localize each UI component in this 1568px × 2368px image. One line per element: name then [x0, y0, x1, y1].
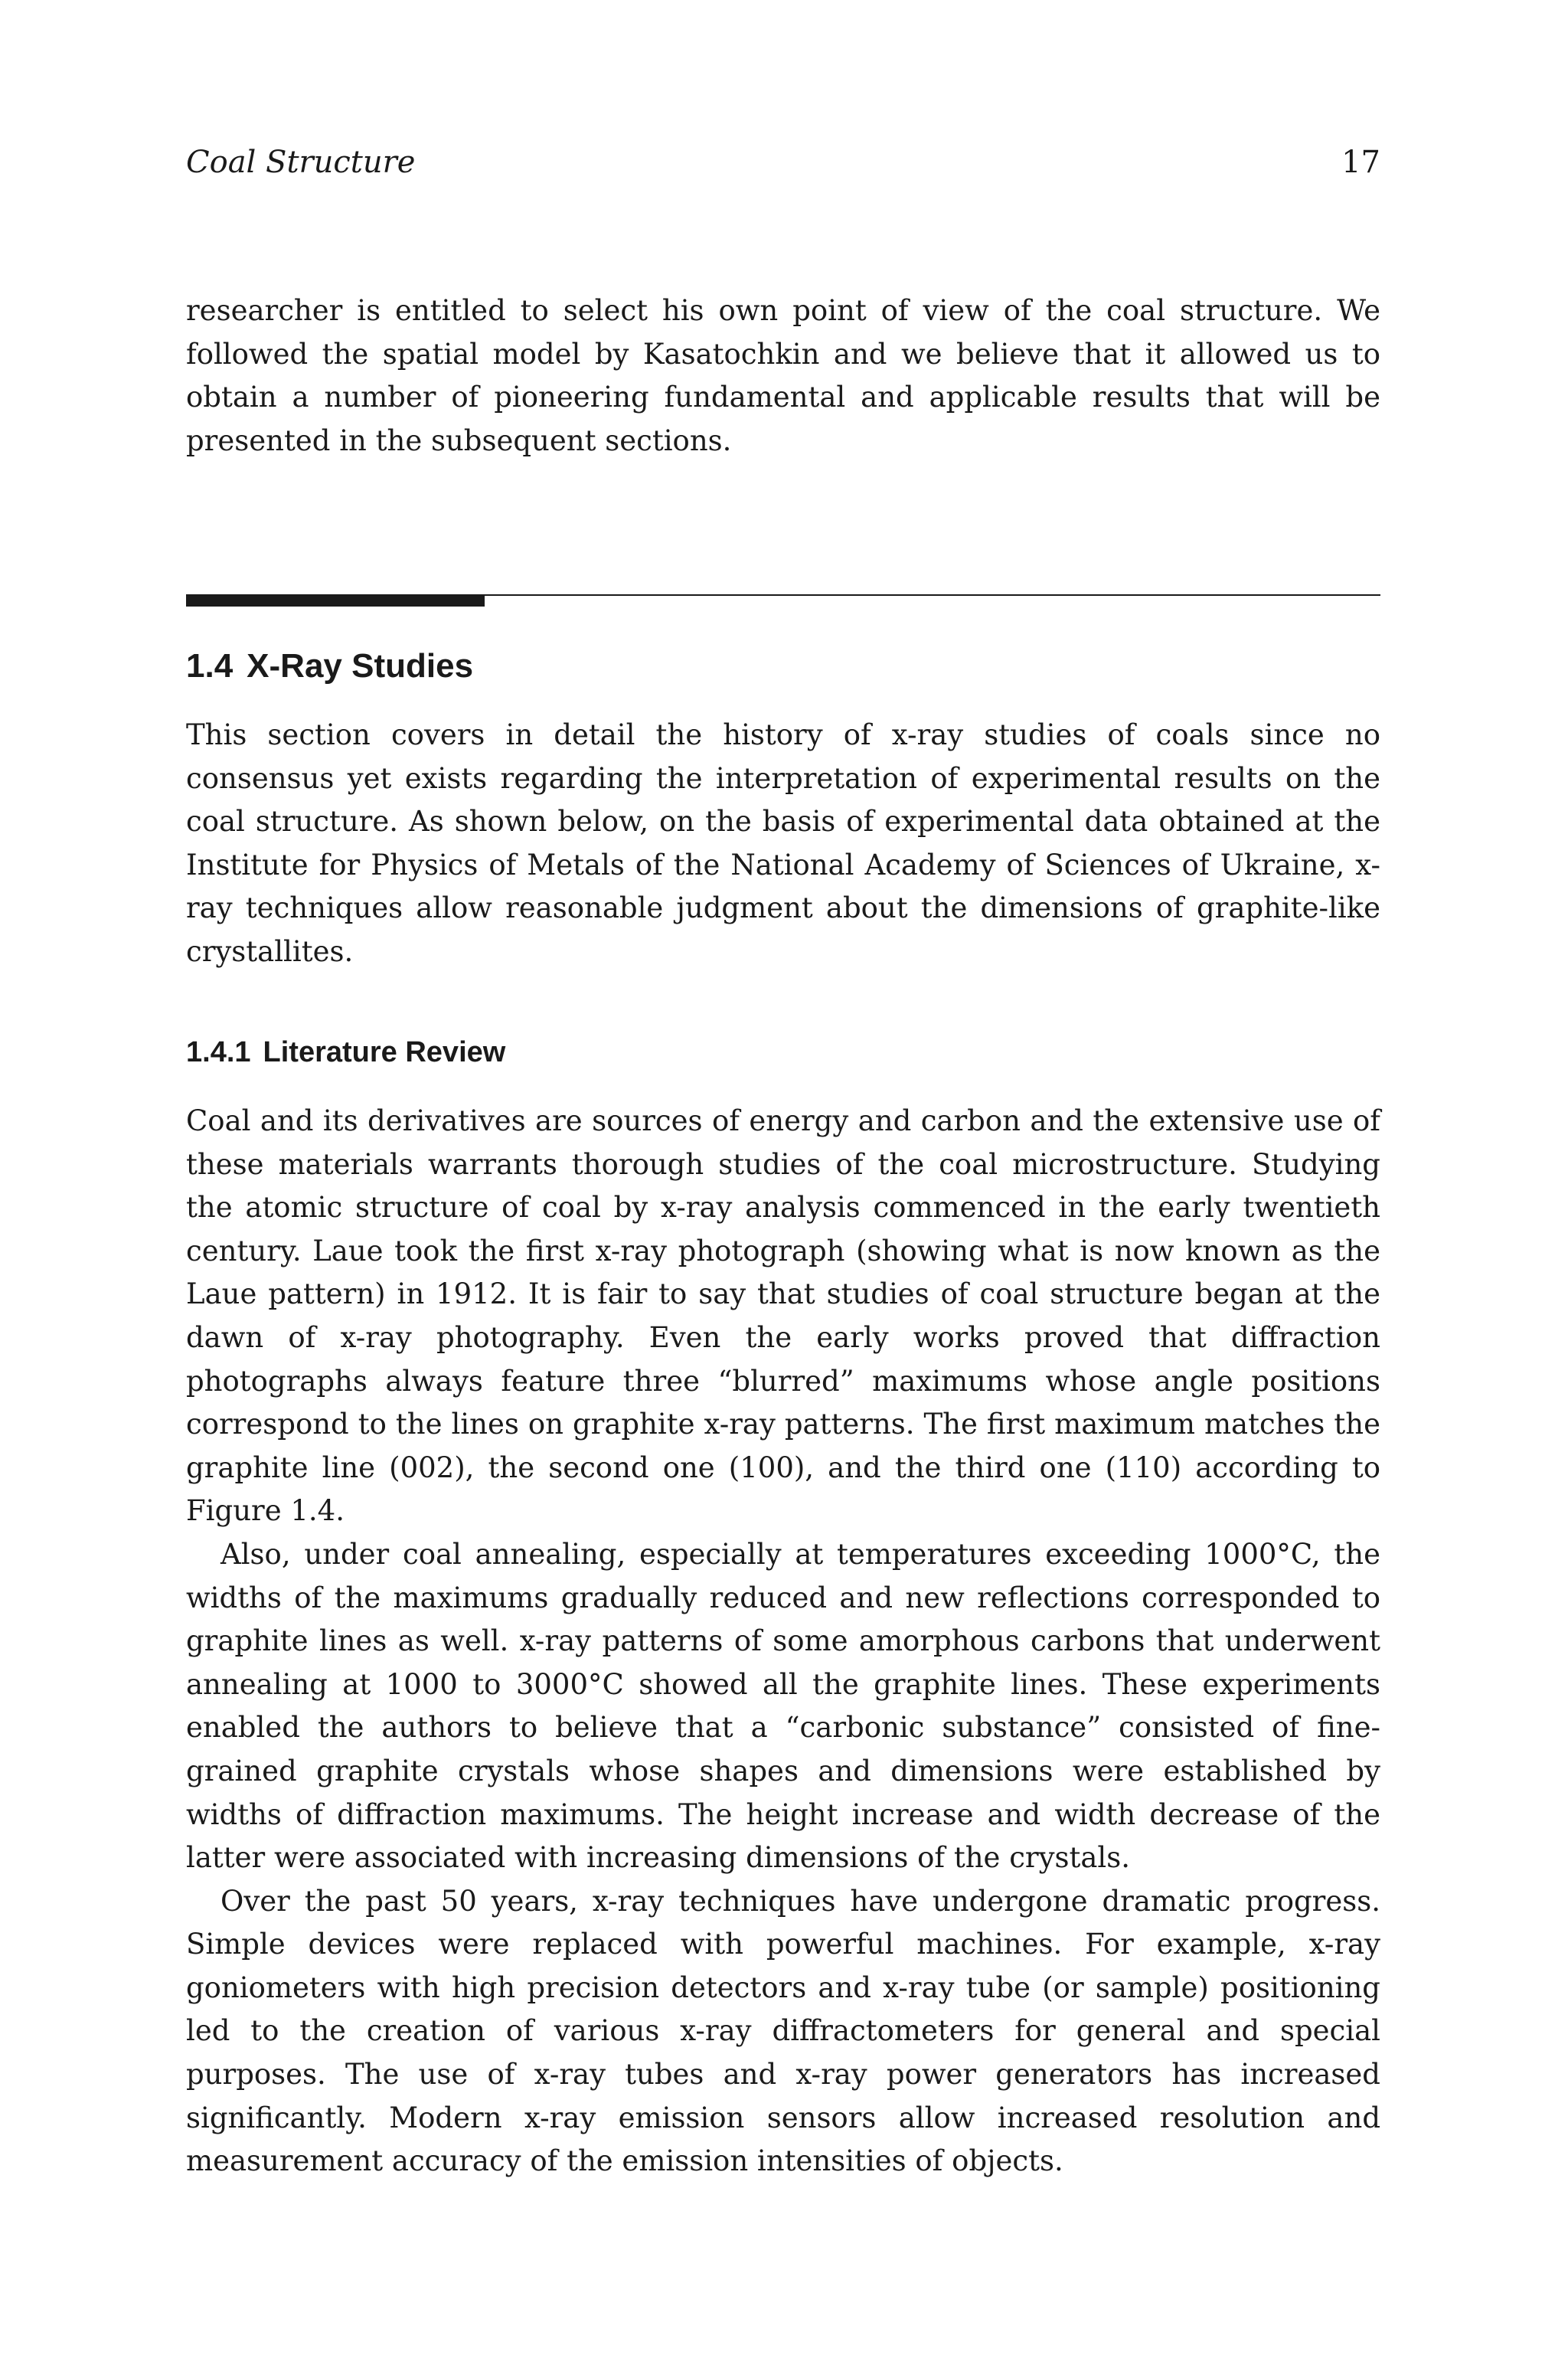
subsection-number: 1.4.1: [186, 1036, 251, 1068]
subsection-body: [186, 1100, 1380, 2183]
section-rule: [186, 594, 1380, 607]
book-page: [186, 0, 1380, 2368]
section-title: X-Ray Studies: [247, 647, 474, 685]
running-head: [186, 139, 1380, 185]
section-paragraph: This section covers in detail the history of x-ray studies of coals since no consensus yet exists regarding the interpretation of experimental results on the coal structure. As shown below, on the basis of experimental data obtained at the Institute for Physics of Metals of the National Academy of Sciences of Ukraine, x-ray techniques allow reasonable judgment about the dimensions of graphite-like crystallites.: [186, 718, 1380, 968]
running-head-title: Coal Structure: [186, 145, 416, 180]
subsection-title: Literature Review: [263, 1036, 506, 1068]
section-heading: [186, 643, 1380, 689]
page-number: 17: [1341, 145, 1380, 180]
review-paragraph-2: Also, under coal annealing, especially at temperatures exceeding 1000°C, the widths of the maximums gradually reduced and new reflections corresponded to graphite lines as well. x-ray patterns of some amorphous carbons that underwent annealing at 1000 to 3000°C showed all the graphite lines. These experiments enabled the authors to believe that a “carbonic substance” consisted of fine-grained graphite crystals whose shapes and dimensions were established by widths of diffraction maximums. The height increase and width decrease of the latter were associated with increasing dimensions of the crystals.: [186, 1537, 1380, 1875]
section-number: 1.4: [186, 647, 234, 685]
intro-block: [186, 289, 1380, 463]
review-paragraph-1: Coal and its derivatives are sources of energy and carbon and the extensive use of these materials warrants thorough studies of the coal microstructure. Studying the atomic structure of coal by x-ray analysis commenced in the early twentieth century. Laue took the first x-ray photograph (showing what is now known as the Laue pattern) in 1912. It is fair to say that studies of coal structure began at the dawn of x-ray photography. Even the early works proved that diffraction photographs always feature three “blurred” maximums whose angle positions correspond to the lines on graphite x-ray patterns. The first maximum matches the graphite line (002), the second one (100), and the third one (110) according to Figure 1.4.: [186, 1104, 1380, 1528]
review-paragraph-3: Over the past 50 years, x-ray techniques have undergone dramatic progress. Simple devices were replaced with powerful machines. For example, x-ray goniometers with high precision detectors and x-ray tube (or sample) positioning led to the creation of various x-ray diffractometers for general and special purposes. The use of x-ray tubes and x-ray power generators has increased significantly. Modern x-ray emission sensors allow increased resolution and measurement accuracy of the emission intensities of objects.: [186, 1884, 1380, 2178]
subsection-heading: [186, 1031, 1380, 1074]
intro-paragraph: researcher is entitled to select his own point of view of the coal structure. We followed the spatial model by Kasatochkin and we believe that it allowed us to obtain a number of pioneering fundamental and applicable results that will be presented in the subsequent sections.: [186, 294, 1380, 457]
section-body: [186, 714, 1380, 974]
section-rule-thick: [186, 594, 485, 607]
